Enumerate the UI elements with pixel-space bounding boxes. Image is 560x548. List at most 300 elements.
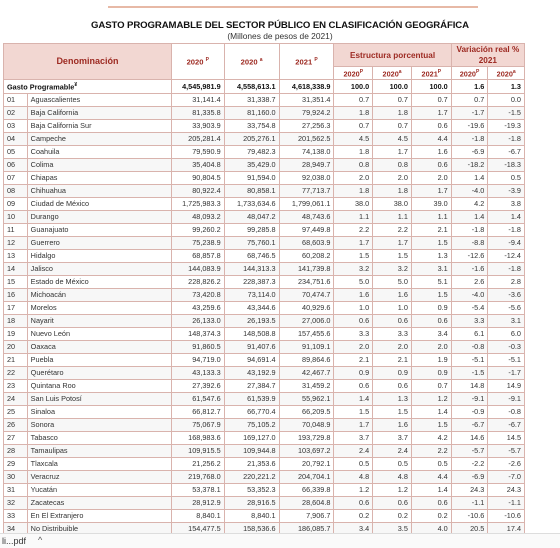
row-entity-name: Yucatán [27, 483, 171, 496]
row-value-cell: 2.1 [373, 353, 412, 366]
row-value-cell: 91,109.1 [279, 340, 334, 353]
row-value-cell: 53,378.1 [171, 483, 224, 496]
row-value-cell: 2.6 [451, 275, 488, 288]
row-value-cell: -1.8 [488, 223, 525, 236]
row-value-cell: 2.2 [411, 444, 451, 457]
row-value-cell: 0.6 [334, 314, 373, 327]
row-entity-name: Tabasco [27, 431, 171, 444]
row-value-cell: 1.6 [334, 288, 373, 301]
table-row [4, 288, 525, 301]
row-value-cell: 193,729.8 [279, 431, 334, 444]
row-value-cell: 21,353.6 [224, 457, 279, 470]
row-value-cell: 0.5 [411, 457, 451, 470]
row-entity-name: Sinaloa [27, 405, 171, 418]
row-value-cell: 3.3 [334, 327, 373, 340]
row-value-cell: 0.6 [373, 496, 412, 509]
row-value-cell: 0.2 [373, 509, 412, 522]
row-entity-name: Nuevo León [27, 327, 171, 340]
row-entity-name: Ciudad de México [27, 197, 171, 210]
row-value-cell: 4.5 [373, 132, 412, 145]
row-value-cell: 0.6 [411, 496, 451, 509]
row-entity-name: Oaxaca [27, 340, 171, 353]
row-value-cell: 2.0 [411, 340, 451, 353]
row-value-cell: -1.8 [451, 132, 488, 145]
row-value-cell: 1.5 [373, 405, 412, 418]
row-value-cell: 4.8 [334, 470, 373, 483]
table-row [4, 106, 525, 119]
row-value-cell: 90,804.5 [171, 171, 224, 184]
row-value-cell: -0.8 [451, 340, 488, 353]
row-value-cell: 0.7 [373, 93, 412, 106]
row-value-cell: 186,085.7 [279, 522, 334, 535]
header-denominacion: Denominación [4, 44, 172, 80]
total-cell: 100.0 [411, 80, 451, 93]
table-row [4, 197, 525, 210]
row-value-cell: 1.2 [373, 483, 412, 496]
row-value-cell: 1.8 [334, 106, 373, 119]
row-value-cell: 74,138.0 [279, 145, 334, 158]
row-value-cell: 0.7 [334, 93, 373, 106]
row-value-cell: -1.1 [488, 496, 525, 509]
row-value-cell: 1.0 [373, 301, 412, 314]
row-value-cell: 1,725,983.3 [171, 197, 224, 210]
row-value-cell: 27,006.0 [279, 314, 334, 327]
row-value-cell: 1.5 [334, 405, 373, 418]
row-code: 03 [4, 119, 28, 132]
row-code: 05 [4, 145, 28, 158]
row-entity-name: Sonora [27, 418, 171, 431]
row-value-cell: 0.9 [411, 301, 451, 314]
row-code: 13 [4, 249, 28, 262]
row-value-cell: 8,840.1 [224, 509, 279, 522]
row-value-cell: 66,339.8 [279, 483, 334, 496]
row-value-cell: 3.3 [451, 314, 488, 327]
row-value-cell: 79,482.3 [224, 145, 279, 158]
row-code: 25 [4, 405, 28, 418]
row-value-cell: 205,276.1 [224, 132, 279, 145]
row-code: 22 [4, 366, 28, 379]
row-entity-name: Durango [27, 210, 171, 223]
row-value-cell: 0.2 [411, 509, 451, 522]
table-row [4, 171, 525, 184]
table-row [4, 418, 525, 431]
row-value-cell: 97,449.8 [279, 223, 334, 236]
row-value-cell: 1.4 [451, 210, 488, 223]
row-value-cell: 43,192.9 [224, 366, 279, 379]
row-code: 33 [4, 509, 28, 522]
row-value-cell: 201,562.5 [279, 132, 334, 145]
table-row [4, 379, 525, 392]
row-value-cell: 0.8 [373, 158, 412, 171]
row-value-cell: 0.6 [411, 314, 451, 327]
row-code: 16 [4, 288, 28, 301]
row-value-cell: 66,209.5 [279, 405, 334, 418]
row-value-cell: 3.2 [373, 262, 412, 275]
row-value-cell: 3.1 [411, 262, 451, 275]
subheader-2020a: 2020$^a$ [373, 67, 412, 80]
row-value-cell: 28,912.9 [171, 496, 224, 509]
row-value-cell: -6.9 [451, 145, 488, 158]
row-value-cell: -18.2 [451, 158, 488, 171]
download-bar [0, 533, 560, 548]
row-value-cell: 4.5 [334, 132, 373, 145]
row-value-cell: -5.4 [451, 301, 488, 314]
row-value-cell: 109,944.8 [224, 444, 279, 457]
row-value-cell: 81,160.0 [224, 106, 279, 119]
row-code: 28 [4, 444, 28, 457]
row-value-cell: 2.4 [334, 444, 373, 457]
row-value-cell: 2.0 [334, 171, 373, 184]
table-row [4, 314, 525, 327]
row-value-cell: 5.0 [373, 275, 412, 288]
row-value-cell: 61,547.6 [171, 392, 224, 405]
row-value-cell: -2.6 [488, 457, 525, 470]
row-code: 12 [4, 236, 28, 249]
row-value-cell: 219,768.0 [171, 470, 224, 483]
row-value-cell: -12.4 [488, 249, 525, 262]
row-value-cell: 4.4 [411, 470, 451, 483]
row-value-cell: 1.1 [334, 210, 373, 223]
row-value-cell: 1.7 [411, 106, 451, 119]
total-cell: 100.0 [334, 80, 373, 93]
row-value-cell: 1.6 [373, 288, 412, 301]
header-estructura: Estructura porcentual [334, 44, 451, 67]
row-value-cell: 1.7 [411, 184, 451, 197]
row-value-cell: 31,141.4 [171, 93, 224, 106]
row-value-cell: 1.6 [411, 145, 451, 158]
row-code: 19 [4, 327, 28, 340]
row-value-cell: 0.6 [334, 379, 373, 392]
row-entity-name: Chiapas [27, 171, 171, 184]
row-value-cell: 7,906.7 [279, 509, 334, 522]
row-code: 29 [4, 457, 28, 470]
row-entity-name: Morelos [27, 301, 171, 314]
row-value-cell: 35,429.0 [224, 158, 279, 171]
row-value-cell: 2.0 [373, 340, 412, 353]
row-value-cell: 99,260.2 [171, 223, 224, 236]
total-cell: 100.0 [373, 80, 412, 93]
row-value-cell: 0.6 [373, 314, 412, 327]
row-value-cell: -1.5 [451, 366, 488, 379]
row-code: 20 [4, 340, 28, 353]
table-row [4, 470, 525, 483]
row-entity-name: Estado de México [27, 275, 171, 288]
row-value-cell: 77,713.7 [279, 184, 334, 197]
row-value-cell: 148,374.3 [171, 327, 224, 340]
download-file-label[interactable]: li...pdf [2, 536, 27, 546]
table-row [4, 210, 525, 223]
subheader-2020p: $2020^P$ [334, 67, 373, 80]
row-value-cell: -6.7 [488, 418, 525, 431]
row-value-cell: 1.8 [334, 145, 373, 158]
row-value-cell: 1.1 [373, 210, 412, 223]
table-row [4, 301, 525, 314]
row-entity-name: Zacatecas [27, 496, 171, 509]
row-value-cell: 205,281.4 [171, 132, 224, 145]
row-entity-name: Querétaro [27, 366, 171, 379]
total-cell: 1.6 [451, 80, 488, 93]
row-code: 07 [4, 171, 28, 184]
row-value-cell: 73,420.8 [171, 288, 224, 301]
row-value-cell: 0.6 [373, 379, 412, 392]
row-entity-name: Baja California Sur [27, 119, 171, 132]
row-value-cell: 1.8 [373, 106, 412, 119]
table-row [4, 444, 525, 457]
row-value-cell: -10.6 [488, 509, 525, 522]
row-value-cell: 1.5 [411, 418, 451, 431]
row-value-cell: 1.2 [411, 392, 451, 405]
row-value-cell: 28,916.5 [224, 496, 279, 509]
total-cell: 4,618,338.9 [279, 80, 334, 93]
row-value-cell: 3.4 [334, 522, 373, 535]
row-value-cell: 92,038.0 [279, 171, 334, 184]
row-value-cell: 1.1 [411, 210, 451, 223]
row-value-cell: 109,915.5 [171, 444, 224, 457]
row-value-cell: 2.0 [334, 340, 373, 353]
row-value-cell: 2.1 [334, 353, 373, 366]
row-value-cell: 79,590.9 [171, 145, 224, 158]
row-entity-name: Chihuahua [27, 184, 171, 197]
row-value-cell: 0.6 [411, 119, 451, 132]
row-value-cell: -9.1 [451, 392, 488, 405]
total-cell: 1.3 [488, 80, 525, 93]
row-value-cell: 2.2 [334, 223, 373, 236]
total-label: Gasto Programable¥ [4, 80, 172, 93]
row-value-cell: -5.6 [488, 301, 525, 314]
row-value-cell: 53,352.3 [224, 483, 279, 496]
row-value-cell: 1,799,061.1 [279, 197, 334, 210]
row-code: 31 [4, 483, 28, 496]
row-value-cell: -9.4 [488, 236, 525, 249]
row-value-cell: 2.2 [373, 223, 412, 236]
row-value-cell: 31,351.4 [279, 93, 334, 106]
row-code: 06 [4, 158, 28, 171]
row-entity-name: Aguascalientes [27, 93, 171, 106]
row-value-cell: -3.6 [488, 288, 525, 301]
row-code: 27 [4, 431, 28, 444]
row-value-cell: 1.3 [411, 249, 451, 262]
row-value-cell: 94,719.0 [171, 353, 224, 366]
row-value-cell: 26,193.5 [224, 314, 279, 327]
row-entity-name: Michoacán [27, 288, 171, 301]
chevron-up-icon[interactable]: ^ [38, 535, 43, 545]
row-value-cell: 80,858.1 [224, 184, 279, 197]
row-value-cell: -0.3 [488, 340, 525, 353]
row-value-cell: 91,860.5 [171, 340, 224, 353]
row-value-cell: 5.0 [334, 275, 373, 288]
row-value-cell: 60,208.2 [279, 249, 334, 262]
row-entity-name: Tlaxcala [27, 457, 171, 470]
subheader-var-2020a: 2020$^a$ [488, 67, 525, 80]
row-value-cell: 17.4 [488, 522, 525, 535]
row-value-cell: -0.8 [488, 405, 525, 418]
row-value-cell: 43,344.6 [224, 301, 279, 314]
row-value-cell: 148,508.8 [224, 327, 279, 340]
row-value-cell: 89,864.6 [279, 353, 334, 366]
row-code: 11 [4, 223, 28, 236]
row-value-cell: 1.5 [411, 236, 451, 249]
table-row [4, 236, 525, 249]
row-value-cell: 3.5 [373, 522, 412, 535]
row-value-cell: -6.7 [488, 145, 525, 158]
table-row [4, 158, 525, 171]
row-value-cell: -10.6 [451, 509, 488, 522]
row-entity-name: San Luis Potosí [27, 392, 171, 405]
row-value-cell: 169,127.0 [224, 431, 279, 444]
row-value-cell: 1,733,634.6 [224, 197, 279, 210]
header-2021p: 2021 $^P$ [279, 44, 334, 80]
row-value-cell: 1.7 [334, 418, 373, 431]
row-value-cell: 154,477.5 [171, 522, 224, 535]
row-value-cell: 4.8 [373, 470, 412, 483]
row-value-cell: 0.7 [411, 379, 451, 392]
row-value-cell: -3.9 [488, 184, 525, 197]
row-value-cell: 4.0 [411, 522, 451, 535]
row-entity-name: En El Extranjero [27, 509, 171, 522]
row-value-cell: 91,407.6 [224, 340, 279, 353]
row-value-cell: 144,083.9 [171, 262, 224, 275]
table-row [4, 184, 525, 197]
row-value-cell: 40,929.6 [279, 301, 334, 314]
row-value-cell: 0.0 [488, 93, 525, 106]
row-value-cell: 14.9 [488, 379, 525, 392]
row-value-cell: 48,093.2 [171, 210, 224, 223]
table-row [4, 483, 525, 496]
row-value-cell: 70,474.7 [279, 288, 334, 301]
row-code: 18 [4, 314, 28, 327]
total-cell: 4,545,981.9 [171, 80, 224, 93]
row-entity-name: Hidalgo [27, 249, 171, 262]
row-value-cell: 75,238.9 [171, 236, 224, 249]
row-value-cell: 1.9 [411, 353, 451, 366]
row-value-cell: 75,105.2 [224, 418, 279, 431]
row-value-cell: 14.8 [451, 379, 488, 392]
row-value-cell: 1.7 [373, 236, 412, 249]
row-code: 23 [4, 379, 28, 392]
row-value-cell: 1.4 [488, 210, 525, 223]
table-row [4, 327, 525, 340]
row-value-cell: 168,983.6 [171, 431, 224, 444]
row-value-cell: -5.7 [488, 444, 525, 457]
row-value-cell: 27,256.3 [279, 119, 334, 132]
row-value-cell: -4.0 [451, 184, 488, 197]
row-value-cell: 0.7 [334, 119, 373, 132]
row-value-cell: 70,048.9 [279, 418, 334, 431]
row-value-cell: 24.3 [488, 483, 525, 496]
document-subtitle: (Millones de pesos de 2021) [227, 31, 333, 41]
row-value-cell: 1.5 [334, 249, 373, 262]
row-value-cell: 75,067.9 [171, 418, 224, 431]
row-value-cell: 48,047.2 [224, 210, 279, 223]
row-value-cell: -1.8 [488, 262, 525, 275]
row-value-cell: 1.4 [411, 483, 451, 496]
table-row [4, 353, 525, 366]
row-value-cell: 26,133.0 [171, 314, 224, 327]
row-value-cell: 234,751.6 [279, 275, 334, 288]
row-value-cell: 2.1 [411, 223, 451, 236]
row-value-cell: 0.7 [451, 93, 488, 106]
row-value-cell: 27,392.6 [171, 379, 224, 392]
header-2020p: 2020 $^P$ [171, 44, 224, 80]
header-2020a: 2020 $^a$ [224, 44, 279, 80]
row-value-cell: 1.0 [334, 301, 373, 314]
row-code: 02 [4, 106, 28, 119]
table-row [4, 249, 525, 262]
row-value-cell: 1.5 [373, 249, 412, 262]
row-value-cell: 1.4 [451, 171, 488, 184]
row-value-cell: 228,826.2 [171, 275, 224, 288]
table-row [4, 457, 525, 470]
row-code: 24 [4, 392, 28, 405]
table-row [4, 262, 525, 275]
spending-table [3, 43, 525, 536]
row-value-cell: 35,404.8 [171, 158, 224, 171]
row-value-cell: -1.6 [451, 262, 488, 275]
row-value-cell: 27,384.7 [224, 379, 279, 392]
row-value-cell: -19.3 [488, 119, 525, 132]
row-value-cell: -5.7 [451, 444, 488, 457]
subheader-var-2020p: $2020^P$ [451, 67, 488, 80]
table-row [4, 275, 525, 288]
row-value-cell: 1.8 [334, 184, 373, 197]
row-value-cell: -1.7 [451, 106, 488, 119]
row-value-cell: 81,335.8 [171, 106, 224, 119]
row-value-cell: 73,114.0 [224, 288, 279, 301]
table-row [4, 145, 525, 158]
row-value-cell: 0.8 [334, 158, 373, 171]
row-value-cell: 1.7 [373, 145, 412, 158]
document-title: GASTO PROGRAMABLE DEL SECTOR PÚBLICO EN CLASIFICACIÓN GEOGRÁFICA [91, 20, 469, 31]
row-code: 08 [4, 184, 28, 197]
row-value-cell: 220,221.2 [224, 470, 279, 483]
row-value-cell: 6.1 [451, 327, 488, 340]
row-value-cell: -1.8 [488, 132, 525, 145]
row-value-cell: 20,792.1 [279, 457, 334, 470]
row-value-cell: 158,536.6 [224, 522, 279, 535]
row-value-cell: -8.8 [451, 236, 488, 249]
row-value-cell: 3.8 [488, 197, 525, 210]
row-value-cell: 1.4 [411, 405, 451, 418]
row-value-cell: 141,739.8 [279, 262, 334, 275]
row-value-cell: 0.2 [334, 509, 373, 522]
row-code: 30 [4, 470, 28, 483]
subheader-2021p: $2021^P$ [411, 67, 451, 80]
row-entity-name: Nayarit [27, 314, 171, 327]
row-value-cell: 66,770.4 [224, 405, 279, 418]
row-entity-name: Veracruz [27, 470, 171, 483]
row-value-cell: 0.5 [373, 457, 412, 470]
row-value-cell: 2.0 [411, 171, 451, 184]
row-value-cell: 39.0 [411, 197, 451, 210]
table-row [4, 132, 525, 145]
row-value-cell: -4.0 [451, 288, 488, 301]
row-value-cell: 14.5 [488, 431, 525, 444]
row-value-cell: 68,746.5 [224, 249, 279, 262]
row-value-cell: 0.9 [334, 366, 373, 379]
row-value-cell: 0.5 [488, 171, 525, 184]
row-value-cell: 0.7 [411, 93, 451, 106]
row-value-cell: 2.0 [373, 171, 412, 184]
row-entity-name: Quintana Roo [27, 379, 171, 392]
table-row [4, 119, 525, 132]
row-value-cell: 79,924.2 [279, 106, 334, 119]
row-entity-name: Jalisco [27, 262, 171, 275]
row-value-cell: -6.9 [451, 470, 488, 483]
row-value-cell: 0.6 [334, 496, 373, 509]
table-row [4, 223, 525, 236]
table-row [4, 93, 525, 106]
row-code: 32 [4, 496, 28, 509]
